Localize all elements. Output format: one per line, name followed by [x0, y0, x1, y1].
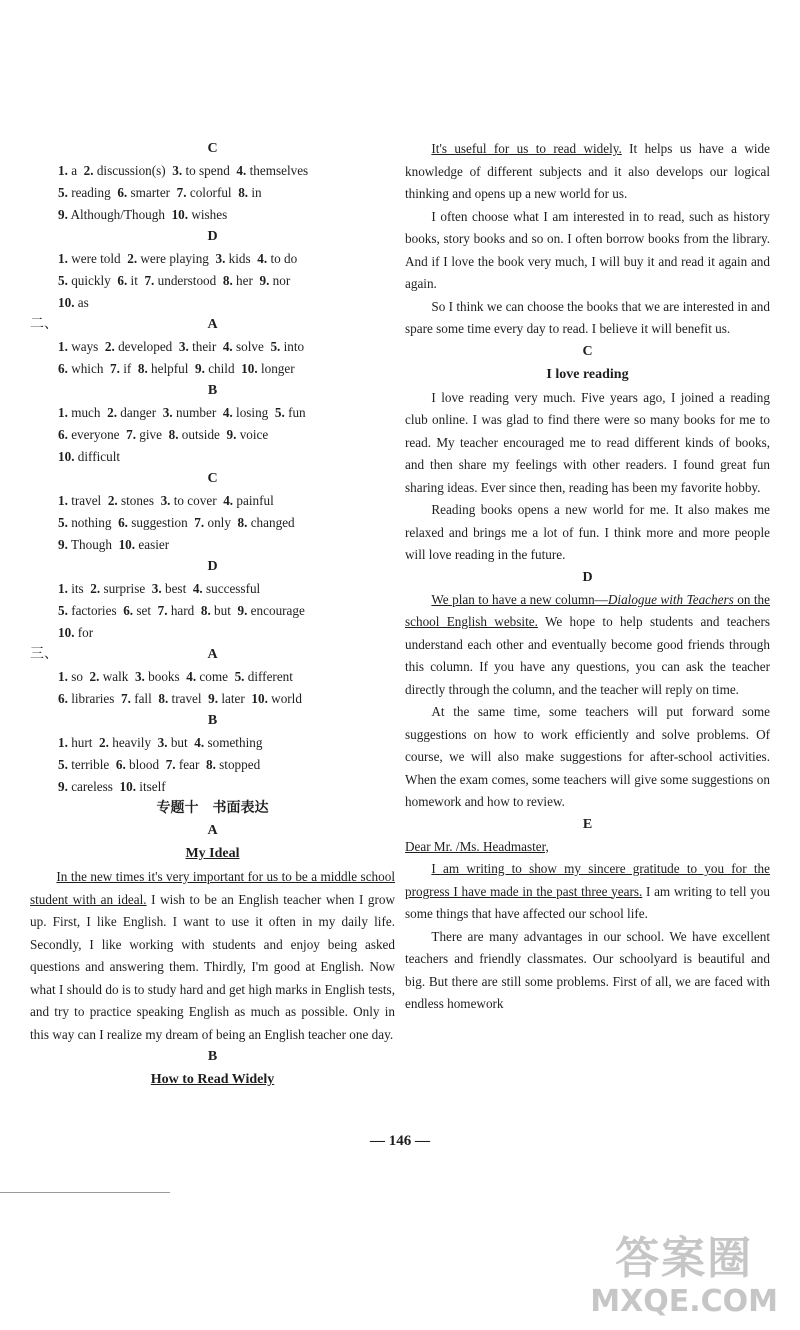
answer-item: 10. difficult: [58, 449, 121, 464]
answer-item: 5. reading: [58, 185, 111, 200]
answer-item: 7. fall: [121, 691, 152, 706]
answer-row: [30, 402, 395, 424]
essay-body: [405, 138, 770, 341]
essay-body: [405, 836, 770, 1016]
answer-item: 8. stopped: [205, 757, 261, 772]
answer-item: 6. blood: [115, 757, 160, 772]
answer-row: [30, 732, 395, 754]
essay-title: How to Read Widely: [150, 1072, 275, 1087]
answer-row: [30, 512, 395, 534]
bottom-rule: [0, 1192, 170, 1193]
section-heading: C: [207, 471, 218, 486]
answer-item: 4. successful: [192, 581, 261, 596]
answer-block: [30, 578, 395, 644]
watermark-logo: [590, 1222, 778, 1318]
answer-item: 9. encourage: [237, 603, 305, 618]
answer-item: 7. hard: [157, 603, 195, 618]
answer-row: [30, 270, 395, 292]
answer-block: [30, 336, 395, 380]
answer-item: 5. into: [270, 339, 305, 354]
answer-item: 9. child: [195, 361, 235, 376]
answer-item: 5. factories: [58, 603, 117, 618]
answer-item: 2. discussion(s): [83, 163, 166, 178]
part-number: 二、: [30, 317, 58, 332]
answer-row: [30, 446, 395, 468]
answer-item: 8. changed: [237, 515, 295, 530]
answer-item: 7. understood: [144, 273, 217, 288]
answer-item: 9. nor: [259, 273, 291, 288]
answer-item: 9. Although/Though: [58, 207, 165, 222]
answer-item: 1. its: [58, 581, 84, 596]
answer-row: [30, 622, 395, 644]
answer-row: [30, 776, 395, 798]
page-number: — 146 —: [370, 1133, 430, 1149]
answer-item: 1. much: [58, 405, 101, 420]
answer-item: 4. something: [194, 735, 263, 750]
answer-item: 7. only: [194, 515, 231, 530]
answer-item: 8. but: [200, 603, 231, 618]
essay-body: [30, 866, 395, 1046]
paragraph: I am writing to show my sincere gratitude to you for the progress I have made in the past three years. I am writing to tell you some things that have affected our school life.: [405, 861, 770, 921]
answer-item: 2. heavily: [99, 735, 152, 750]
left-column: [30, 138, 395, 1092]
answer-block: [30, 160, 395, 226]
answer-item: 1. ways: [58, 339, 99, 354]
part-number: 三、: [30, 647, 58, 662]
section-heading: D: [207, 559, 218, 574]
paragraph: We plan to have a new column—Dialogue with Teachers on the school English website. We hope to help students and teachers understand each other and eventually become good friends through this column. If you have any questions, you can ask the teacher directly through the column, and the teacher will reply on time.: [405, 591, 770, 697]
answer-item: 8. helpful: [137, 361, 189, 376]
answer-item: 5. terrible: [58, 757, 110, 772]
answer-item: 6. smarter: [117, 185, 171, 200]
answer-item: 2. developed: [104, 339, 173, 354]
answer-item: 4. to do: [257, 251, 298, 266]
answer-row: [30, 182, 395, 204]
answer-item: 7. if: [110, 361, 132, 376]
answer-item: 4. themselves: [236, 163, 309, 178]
answer-item: 3. best: [151, 581, 187, 596]
answer-item: 5. different: [234, 669, 293, 684]
section-heading: D: [582, 569, 593, 585]
salutation: Dear Mr. /Ms. Headmaster,: [405, 838, 549, 854]
paragraph: In the new times it's very important for us to be a middle school student with an ideal. I wish to be an English teacher when I grow up. First, I like English. I want to use it often in my daily life. Secondly, I like working with students and enjoy being asked questions and answering them. Thirdly, I'm good at English. Now what I should do is to study hard and get high marks in English tests, and try to practice speaking English as much as possible. Only in this way can I realize my dream of being an English teacher one day.: [30, 869, 395, 1042]
paragraph: There are many advantages in our school. We have excellent teachers and friendly classmates. Our schoolyard is beautiful and big. But there are still some problems. First of all, we are faced with endless homework: [405, 928, 770, 1011]
answer-item: 5. nothing: [58, 515, 112, 530]
answer-item: 6. libraries: [58, 691, 115, 706]
section-heading: E: [582, 816, 593, 832]
answer-item: 1. so: [58, 669, 83, 684]
answer-item: 6. everyone: [58, 427, 120, 442]
answer-item: 2. stones: [107, 493, 154, 508]
answer-item: 1. travel: [58, 493, 102, 508]
answer-item: 3. kids: [215, 251, 251, 266]
answer-item: 8. in: [238, 185, 262, 200]
answer-item: 4. losing: [222, 405, 269, 420]
section-heading: A: [207, 647, 218, 662]
answer-item: 1. hurt: [58, 735, 93, 750]
answer-block: [30, 402, 395, 468]
section-heading: D: [207, 229, 218, 244]
answer-block: [30, 732, 395, 798]
section-heading: C: [582, 343, 593, 359]
answer-item: 10. longer: [241, 361, 295, 376]
answer-row: [30, 688, 395, 710]
answer-block: [30, 666, 395, 710]
answer-item: 5. fun: [274, 405, 306, 420]
answer-item: 10. as: [58, 295, 89, 310]
answer-item: 10. wishes: [171, 207, 228, 222]
section-heading: A: [207, 317, 218, 332]
answer-item: 5. quickly: [58, 273, 111, 288]
essay-body: [405, 387, 770, 567]
answer-item: 2. danger: [107, 405, 157, 420]
section-heading: A: [207, 823, 218, 838]
answer-item: 10. for: [58, 625, 94, 640]
answer-row: [30, 358, 395, 380]
essay-title: My Ideal: [185, 846, 240, 861]
paragraph: Reading books opens a new world for me. It also makes me relaxed and brings me a lot of fun. I think more and more people will love reading in the future.: [405, 502, 770, 562]
answer-item: 1. a: [58, 163, 78, 178]
answer-item: 4. solve: [222, 339, 264, 354]
answer-item: 2. surprise: [90, 581, 146, 596]
answer-item: 9. careless: [58, 779, 113, 794]
answer-item: 1. were told: [58, 251, 121, 266]
section-heading: B: [207, 383, 218, 398]
answer-item: 6. suggestion: [118, 515, 188, 530]
answer-item: 7. fear: [165, 757, 200, 772]
watermark-url: MXQE.COM: [590, 1284, 778, 1319]
essay-body: [405, 589, 770, 814]
answer-row: [30, 424, 395, 446]
part-heading: [30, 314, 395, 336]
part-heading: [30, 644, 395, 666]
answer-item: 6. set: [123, 603, 152, 618]
answer-item: 10. easier: [118, 537, 170, 552]
answer-item: 2. walk: [89, 669, 129, 684]
paragraph: So I think we can choose the books that we are interested in and spare some time every day to read. I believe it will benefit us.: [405, 298, 770, 336]
answer-row: [30, 534, 395, 556]
answer-item: 7. give: [126, 427, 163, 442]
answer-row: [30, 248, 395, 270]
answer-item: 3. their: [178, 339, 217, 354]
watermark-text: 答案圈: [615, 1233, 754, 1284]
answer-row: [30, 600, 395, 622]
answer-item: 8. travel: [158, 691, 202, 706]
answer-item: 9. voice: [226, 427, 269, 442]
answer-item: 6. which: [58, 361, 104, 376]
paragraph: I love reading very much. Five years ago, I joined a reading club online. I was glad to find there were so many books for me to read. My teacher encouraged me to read different kinds of books, and then share my feelings with other readers. I found great fun sharing ideas. Ever since then, reading has been my favorite hobby.: [405, 389, 770, 495]
answer-row: [30, 336, 395, 358]
right-column: [405, 138, 770, 1016]
answer-item: 9. Though: [58, 537, 112, 552]
answer-row: [30, 666, 395, 688]
answer-item: 9. later: [208, 691, 245, 706]
answer-item: 3. to spend: [172, 163, 230, 178]
paragraph: I often choose what I am interested in to read, such as history books, story books and so on. I often borrow books from the library. And if I love the book very much, I will buy it and read it again and again.: [405, 208, 770, 291]
paragraph: It's useful for us to read widely. It helps us have a wide knowledge of different subjects and it also develops our logical thinking and opens up a new world for us.: [405, 141, 770, 201]
answer-item: 2. were playing: [127, 251, 209, 266]
answer-item: 8. her: [222, 273, 253, 288]
answer-row: [30, 292, 395, 314]
answer-item: 3. number: [162, 405, 217, 420]
section-heading: B: [207, 713, 218, 728]
answer-item: 3. but: [157, 735, 188, 750]
answer-item: 10. world: [251, 691, 302, 706]
answer-block: [30, 490, 395, 556]
answer-item: 3. to cover: [160, 493, 217, 508]
answer-item: 8. outside: [168, 427, 220, 442]
paragraph: At the same time, some teachers will put forward some suggestions on how to work efficiently and solve problems. Of course, we will also make suggestions for after-school activities. When the exam comes, some teachers will give some suggestions on homework and how to review.: [405, 704, 770, 809]
answer-item: 7. colorful: [176, 185, 232, 200]
answer-row: [30, 578, 395, 600]
answer-row: [30, 754, 395, 776]
answer-item: 6. it: [117, 273, 138, 288]
topic-heading: 专题十 书面表达: [156, 801, 269, 816]
answer-row: [30, 204, 395, 226]
answer-block: [30, 248, 395, 314]
answer-item: 4. painful: [223, 493, 274, 508]
answer-row: [30, 160, 395, 182]
section-heading: B: [207, 1049, 218, 1064]
answer-item: 10. itself: [119, 779, 166, 794]
answer-item: 4. come: [186, 669, 228, 684]
section-heading: C: [207, 141, 218, 156]
answer-item: 3. books: [134, 669, 180, 684]
answer-row: [30, 490, 395, 512]
essay-title: I love reading: [546, 366, 629, 382]
